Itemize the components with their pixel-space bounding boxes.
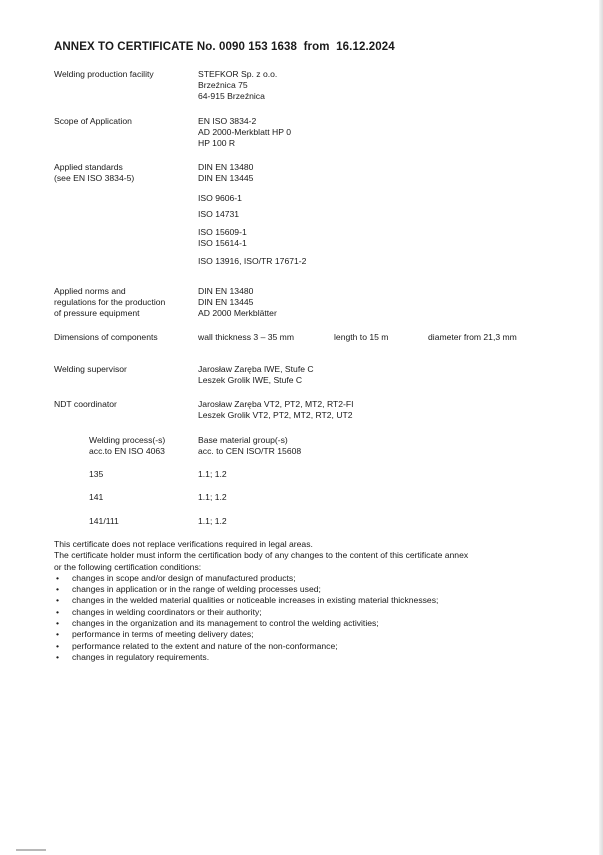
standard-item: DIN EN 13480 [198, 162, 254, 172]
annex-title: ANNEX TO CERTIFICATE No. 0090 153 1638 from 16.12.2024 [54, 41, 395, 53]
standard-item: ISO 15609-1 [198, 227, 247, 237]
norm-item: DIN EN 13480 [198, 286, 254, 296]
scope-item: HP 100 R [198, 138, 236, 148]
facility-name: STEFKOR Sp. z o.o. [198, 69, 278, 79]
wall-thickness: wall thickness 3 – 35 mm [198, 332, 294, 342]
material-cell: 1.1; 1.2 [198, 469, 227, 479]
supervisor-label: Welding supervisor [54, 364, 127, 374]
condition-item: • changes in the organization and its management to control the welding activities; [54, 618, 574, 629]
component-diameter: diameter from 21,3 mm [428, 332, 517, 342]
condition-item: • changes in regulatory requirements. [54, 652, 574, 663]
conditions-list [54, 573, 574, 663]
process-column-header-norm: acc.to EN ISO 4063 [89, 446, 165, 456]
notes-line: The certificate holder must inform the certification body of any changes to the content of this certificate annex [54, 550, 469, 561]
norms-label: regulations for the production [54, 297, 166, 307]
condition-item: • changes in scope and/or design of manufactured products; [54, 573, 574, 584]
ndt-name: Leszek Grolik VT2, PT2, MT2, RT2, UT2 [198, 410, 353, 420]
norm-item: AD 2000 Merkblätter [198, 308, 277, 318]
facility-label: Welding production facility [54, 69, 154, 79]
process-cell: 135 [89, 469, 104, 479]
certificate-notes [54, 539, 574, 663]
standard-item: ISO 13916, ISO/TR 17671-2 [198, 256, 307, 266]
standard-item: ISO 14731 [198, 209, 240, 219]
supervisor-name: Jarosław Zaręba IWE, Stufe C [198, 364, 314, 374]
norms-label: Applied norms and [54, 286, 126, 296]
process-cell: 141 [89, 492, 104, 502]
process-cell: 141/111 [89, 516, 119, 526]
ndt-label: NDT coordinator [54, 399, 117, 409]
condition-item: • changes in the welded material qualities or noticeable increases in existing material thicknesses; [54, 595, 574, 606]
material-column-header-norm: acc. to CEN ISO/TR 15608 [198, 446, 302, 456]
condition-item: • performance related to the extent and nature of the non-conformance; [54, 641, 574, 652]
component-length: length to 15 m [334, 332, 389, 342]
page-edge [599, 0, 603, 855]
standards-label-note: (see EN ISO 3834-5) [54, 173, 135, 183]
condition-item: • changes in welding coordinators or their authority; [54, 607, 574, 618]
scope-item: AD 2000-Merkblatt HP 0 [198, 127, 291, 137]
facility-city: 64-915 Brzeźnica [198, 91, 265, 101]
standard-item: ISO 15614-1 [198, 238, 247, 248]
standards-label: Applied standards [54, 162, 123, 172]
notes-line: or the following certification conditions: [54, 561, 202, 572]
material-column-header: Base material group(-s) [198, 435, 288, 445]
standard-item: ISO 9606-1 [198, 193, 242, 203]
norms-label: of pressure equipment [54, 308, 140, 318]
footer-mark [16, 849, 46, 851]
material-cell: 1.1; 1.2 [198, 492, 227, 502]
ndt-name: Jarosław Zaręba VT2, PT2, MT2, RT2-FI [198, 399, 354, 409]
material-cell: 1.1; 1.2 [198, 516, 227, 526]
facility-street: Brzeźnica 75 [198, 80, 248, 90]
dimensions-label: Dimensions of components [54, 332, 158, 342]
process-column-header: Welding process(-s) [89, 435, 166, 445]
scope-item: EN ISO 3834-2 [198, 116, 257, 126]
supervisor-name: Leszek Grolik IWE, Stufe C [198, 375, 303, 385]
norm-item: DIN EN 13445 [198, 297, 254, 307]
condition-item: • performance in terms of meeting delivery dates; [54, 629, 574, 640]
condition-item: • changes in application or in the range of welding processes used; [54, 584, 574, 595]
notes-line: This certificate does not replace verifications required in legal areas. [54, 539, 313, 549]
scope-label: Scope of Application [54, 116, 132, 126]
standard-item: DIN EN 13445 [198, 173, 254, 183]
